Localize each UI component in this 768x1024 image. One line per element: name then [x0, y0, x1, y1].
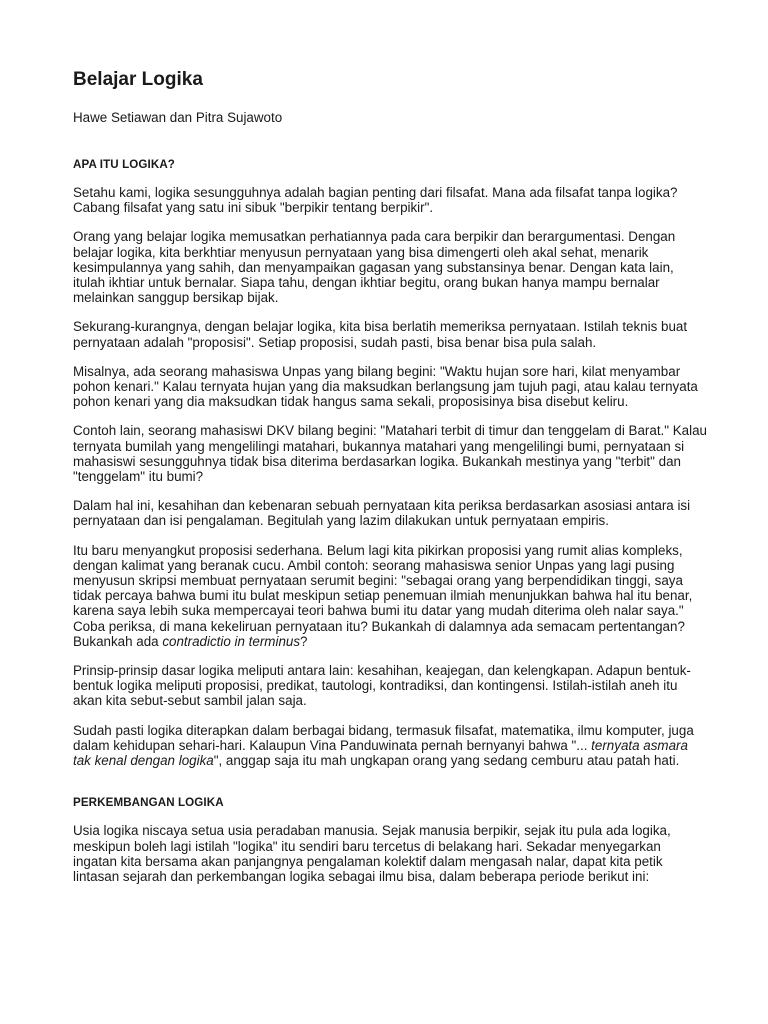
paragraph	[73, 543, 708, 649]
section-heading-perkembangan-logika: PERKEMBANGAN LOGIKA	[73, 796, 224, 810]
paragraph: Usia logika niscaya setua usia peradaban manusia. Sejak manusia berpikir, sejak itu pula ada logika, meskipun boleh lagi istilah "logika" itu sendiri baru tercetus di belakang hari. Sekadar menyegarkan ingatan kita bersama akan panjangnya pengalaman kolektif dalam mengasah nalar, dapat kita petik lintasan sejarah dan perkembangan logika sebagai ilmu bisa, dalam beberapa periode berikut ini:	[73, 823, 671, 884]
section-heading-apa-itu-logika: APA ITU LOGIKA?	[73, 158, 175, 171]
paragraph-text: Sudah pasti logika diterapkan dalam berbagai bidang, termasuk filsafat, matematika, ilmu komputer, juga dalam kehidupan sehari-hari. Kalaupun Vina Panduwinata pernah bernyanyi bahwa "...	[73, 722, 694, 753]
paragraph: Dalam hal ini, kesahihan dan kebenaran sebuah pernyataan kita periksa berdasarkan asosiasi antara isi pernyataan dan isi pengalaman. Begitulah yang lazim dilakukan untuk pernyataan empiris.	[73, 498, 691, 529]
paragraph	[73, 723, 708, 769]
paragraph-text: ", anggap saja itu mah ungkapan orang yang sedang cemburu atau patah hati.	[213, 753, 680, 769]
paragraph: Prinsip-prinsip dasar logika meliputi antara lain: kesahihan, keajegan, dan kelengkapan. Adapun bentuk-bentuk logika meliputi proposisi, predikat, tautologi, kontradiksi, dan kontingensi. Istilah-istilah aneh itu akan kita sebut-sebut sambil jalan saja.	[73, 663, 691, 709]
paragraph: Orang yang belajar logika memusatkan perhatiannya pada cara berpikir dan berargumentasi. Dengan belajar logika, kita berkhtiar menyusun pernyataan yang bisa dimengerti oleh akal sehat, menarik kesimpulannya yang sahih, dan menyampaikan gagasan yang substansinya benar. Dengan kata lain, itulah ikhtiar untuk bernalar. Siapa tahu, dengan ikhtiar begitu, orang bukan hanya mampu bernalar melainkan sanggup bersikap bijak.	[73, 229, 676, 306]
paragraph: Sekurang-kurangnya, dengan belajar logika, kita bisa berlatih memeriksa pernyataan. Istilah teknis buat pernyataan adalah "proposisi". Setiap proposisi, sudah pasti, bisa benar bisa pula salah.	[73, 319, 688, 350]
document-title: Belajar Logika	[73, 69, 203, 90]
paragraph: Setahu kami, logika sesungguhnya adalah bagian penting dari filsafat. Mana ada filsafat tanpa logika? Cabang filsafat yang satu ini sibuk "berpikir tentang berpikir".	[73, 185, 678, 216]
paragraph: Contoh lain, seorang mahasiswi DKV bilang begini: "Matahari terbit di timur dan tenggelam di Barat." Kalau ternyata bumilah yang mengelilingi matahari, bukannya matahari yang mengelilingi bumi, pernyataan si mahasiswi sesungguhnya tidak bisa diterima berdasarkan logika. Bukankah mestinya yang "terbit" dan "tenggelam" itu bumi?	[73, 423, 708, 485]
paragraph-text: Itu baru menyangkut proposisi sederhana. Belum lagi kita pikirkan proposisi yang rumit alias kompleks, dengan kalimat yang beranak cucu. Ambil contoh: seorang mahasiswa senior Unpas yang lagi pusing menyusun skripsi membuat pernyataan serumit begini: "sebagai orang yang berpendidikan tinggi, saya tidak percaya bahwa bumi itu bulat meskipun setiap penemuan ilmiah menunjukkan bahwa hal itu benar, karena saya lebih suka mempercayai teori bahwa bumi itu datar yang mudah diterima oleh nalar saya." Coba periksa, di mana kekeliruan pernyataan itu? Bukankah di dalamnya ada semacam pertentangan? Bukankah ada	[73, 542, 693, 649]
italic-lyric: ternyata asmara tak kenal dengan logika	[73, 737, 688, 769]
paragraph-text: ?	[300, 633, 308, 649]
italic-term: contradictio in terminus	[162, 633, 301, 649]
document-authors: Hawe Setiawan dan Pitra Sujawoto	[73, 110, 283, 125]
paragraph: Misalnya, ada seorang mahasiswa Unpas yang bilang begini: "Waktu hujan sore hari, kilat menyambar pohon kenari." Kalau ternyata hujan yang dia maksudkan berlangsung jam tujuh pagi, atau kalau ternyata pohon kenari yang dia maksudkan tidak hangus sama sekali, proposisinya bisa disebut keliru.	[73, 363, 698, 410]
